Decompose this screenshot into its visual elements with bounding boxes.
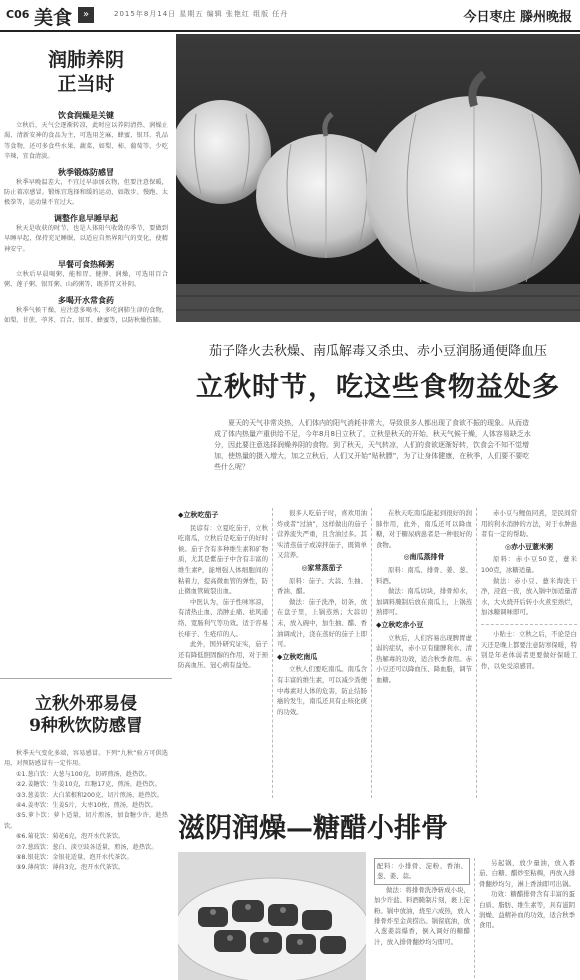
recipe-column-2 <box>479 858 575 978</box>
pumpkin-illustration <box>176 34 580 322</box>
left-title-line1: 润肺养阴 <box>47 49 124 71</box>
recipe-steps: 另起锅，放少量油，放入番茄、白糖、醋炒至粘稠，再放入排骨翻炒均匀，淋上香油即可出锅。 <box>479 859 575 888</box>
divider <box>0 678 172 679</box>
recipe-steps: 做法：将排骨洗净斩成小块，加少许盐、料酒腌制片刻，裹上淀粉。锅中放油，烧至六成热，放入排骨炸至金黄捞出。锅留底油，放入葱姜蒜爆香，倒入调好的糖醋汁，放入排骨翻炒均匀即可。 <box>374 885 470 946</box>
left-title-line1: 立秋外邪易侵 <box>35 694 137 714</box>
left-paragraph: 立秋后，天气会逐渐转凉，此时应以养阴清热、润燥止渴、清新安神的食品为主，可选用芝麻、蜂蜜、银耳、乳品等食物，还可多食些水果、蔬菜，如梨、柿、葡萄等，少吃辛辣，宜食清淡。 <box>4 122 168 161</box>
section-heading: ◆立秋吃茄子 <box>178 511 219 519</box>
paragraph: 中医认为，茄子性味寒凉，有清热止血、消肿止痛、祛风通络、宽肠利气等功效。适于容易长痱子、生疮疖的人。 <box>178 597 268 638</box>
page-header <box>0 0 580 32</box>
section-heading: ◆立秋吃赤小豆 <box>376 620 424 629</box>
left-paragraph: 秋季气候干燥，应注意多喝水，多吃润肺生津的食物，如梨、甘蔗、荸荠、百合、银耳、蜂蜜等，以防秋燥伤肺。 <box>4 306 168 325</box>
drink-item: ②2.姜糖饮：生姜10克，红糖17克，煎汤，趁热饮。 <box>16 781 161 789</box>
paragraph: 原料：南瓜、排骨、姜、葱、料酒。 <box>376 565 472 585</box>
section-title: 美食 <box>34 7 73 29</box>
drink-item: ⑦7.葱豉饮：葱白、淡豆豉各适量，煎汤，趁热饮。 <box>16 843 158 851</box>
left-title-line2: 正当时 <box>57 73 115 95</box>
left-subheading: 多喝开水常食药 <box>58 295 114 305</box>
recipe-title: 滋阴润燥—糖醋小排骨 <box>178 813 448 844</box>
paragraph: 原料：茄子、大蒜、生抽、香油、醋。 <box>277 576 367 596</box>
chevron-right-icon: » <box>78 7 94 23</box>
drink-item: ⑤5.萝卜饮：萝卜适量，切片煎汤，加食糖少许，趁热饮。 <box>4 812 168 830</box>
article-column-4 <box>481 508 577 798</box>
column-divider <box>272 508 273 798</box>
left-paragraph: 立秋后早晨喝粥，能和胃、健脾、润燥，可选用百合粥、莲子粥、银耳粥、山药粥等，既养胃又补阴。 <box>4 271 168 289</box>
page-number: C06 <box>6 8 30 21</box>
paragraph: 民谚有：立夏吃茄子，立秋吃南瓜，立秋后是吃茄子的好时候。茄子含有多种维生素和矿物质，尤其是紫茄子中含有丰富的维生素P，能增强人体细胞间的粘着力，提高微血管的弹性，防止微血管破裂出血。 <box>178 523 268 596</box>
paragraph: 做法：赤小豆、薏米淘洗干净，浸泡一夜，放入锅中加适量清水，大火烧开后转小火煮至熟烂，加冰糖调味即可。 <box>481 576 577 617</box>
column-divider <box>371 508 372 798</box>
article-column-1 <box>178 508 268 798</box>
pumpkin-photo <box>176 34 580 322</box>
paragraph: 做法：南瓜切块，排骨焯水，加调料腌制后放在南瓜上，上锅蒸熟即可。 <box>376 587 472 617</box>
intro-paragraph: 夏天的天气非常炎热，人们体内的阳气消耗非常大，导致很多人都出现了食欲不振的现象。从而造成了体内热量产重供给不足，今年8月8日立秋了，立秋是秋天的开始，秋天气候干燥，人体容易缺乏水分，因此要注意选择润燥养阴的食物。到了秋天，天气转凉，人们的食欲逐渐好转，饮食会不知不觉增加，使热量的摄入增大，加之立秋后，人们又开始“贴秋膘”，为了让身体健康，在秋季，人们要不要吃些什么呢？ <box>214 419 531 471</box>
left-title-line2: 9种秋饮防感冒 <box>29 716 143 736</box>
paragraph: 赤小豆与鲤鱼同煮，是民间常用的利水消肿的方法，对于水肿患者有一定的帮助。 <box>481 509 577 539</box>
article-column-2 <box>277 508 367 798</box>
recipe-heading: ◎南瓜蒸排骨 <box>403 553 445 562</box>
left-paragraph: 秋季早晚温差大，不宜过早添加衣物，但要注意保暖，防止着凉感冒。锻炼宜选择和缓的运动，如散步、慢跑、太极拳等，运动量不宜过大。 <box>4 178 168 207</box>
recipe-heading: ◎赤小豆薏米粥 <box>504 542 554 551</box>
recipe-tip: 功效：糖醋排骨含有丰富的蛋白质、脂肪、维生素等，具有滋阴润燥、益精补血的功效，适合秋季食用。 <box>479 890 575 930</box>
paragraph: 原料：赤小豆50克，薏米100克，冰糖适量。 <box>481 555 577 574</box>
left-column <box>0 34 172 980</box>
article-column-3 <box>376 508 472 798</box>
drink-item: ⑧8.银花饮：金银花适量，泡开水代茶饮。 <box>16 854 133 862</box>
newspaper-name: 今日枣庄 滕州晚报 <box>463 10 572 25</box>
column-divider <box>474 858 475 978</box>
issue-meta: 2015年8月14日 星期五 编辑 张艳红 组版 任丹 <box>114 10 289 18</box>
left-paragraph: 秋季天气变化多端，容易感冒。下列“九秋”验方可供选用，对预防感冒有一定作用。 <box>4 750 168 768</box>
article-headline: 立秋时节，吃这些食物益处多 <box>196 372 560 403</box>
paragraph: 很多人吃茄子时，喜欢用油炸或者“过油”，这样做出的茄子营养流失严重，且含油过多。其实清蒸茄子或凉拌茄子，既简单又营养。 <box>277 509 367 560</box>
paragraph: 此外，国外研究证实，茄子还有降低胆固醇的作用，对于预防高血压、冠心病有益处。 <box>178 640 268 670</box>
paragraph: 立秋人们要吃南瓜。南瓜含有丰富的维生素，可以减少粪便中毒素对人体的危害，防止结肠癌的发生，南瓜还具有止咳化痰的功效。 <box>277 665 367 716</box>
paragraph: 在秋天吃南瓜能起到很好的润肺作用，此外，南瓜还可以降血糖，对于糖尿病患者是一种很好的食物。 <box>376 509 472 549</box>
recipe-column-1 <box>374 858 470 978</box>
left-subheading: 调整作息早睡早起 <box>54 213 118 223</box>
drink-item: ⑨9.薄荷饮：薄荷3克，泡开水代茶饮。 <box>16 864 125 872</box>
recipe-heading: ◎家常蒸茄子 <box>301 563 343 572</box>
spare-ribs-photo <box>178 852 366 980</box>
spare-ribs-illustration <box>178 852 366 980</box>
left-subheading: 秋季锻炼防感冒 <box>58 167 114 177</box>
column-divider <box>476 508 477 798</box>
section-heading: ◆立秋吃南瓜 <box>277 652 318 661</box>
recipe-ingredients: 配料：小排骨、淀粉、香油、葱、姜、蒜。 <box>374 858 470 885</box>
tip-paragraph: 小贴士：立秋之后，不论是白天还是晚上都要注意防寒保暖，特别是年老体弱者更要做好保暖工作，以免受凉感冒。 <box>481 624 577 671</box>
drink-item: ①1.葱白饮：大葱与100克，切碎煎汤，趁热饮。 <box>16 770 151 778</box>
left-subheading: 饮食润燥是关键 <box>58 111 114 120</box>
left-paragraph: 秋天是收获的时节，也是人体阳气收敛的季节，要做到早睡早起，保持充足睡眠，以适应自然界阳气的变化，使精神安宁。 <box>4 224 168 253</box>
left-subheading: 早餐可食热稀粥 <box>58 260 114 270</box>
drink-item: ④4.姜枣饮：生姜5片，大枣10枚，煎汤，趁热饮。 <box>16 802 157 810</box>
article-subhead: 茄子降火去秋燥、南瓜解毒又杀虫、赤小豆润肠通便降血压 <box>208 344 547 359</box>
paragraph: 做法：茄子洗净，切条，放在盘子里，上锅蒸熟；大蒜切末，放入碗中，加生抽、醋、香油调成汁，浇在蒸好的茄子上即可。 <box>277 597 367 649</box>
article-intro <box>214 418 534 473</box>
drink-item: ⑥6.菊花饮：菊花6克，泡开水代茶饮。 <box>16 833 125 841</box>
drink-list <box>0 770 172 874</box>
drink-item: ③3.葱姜饮：大白菜根和200克，切片煎汤，趁热饮。 <box>16 791 164 799</box>
paragraph: 立秋后，人们容易出现脾胃虚弱的症状，赤小豆有健脾利水、清热解毒的功效，适合秋季食用。赤小豆还可以降血压、降血脂，调节血糖。 <box>376 633 472 684</box>
